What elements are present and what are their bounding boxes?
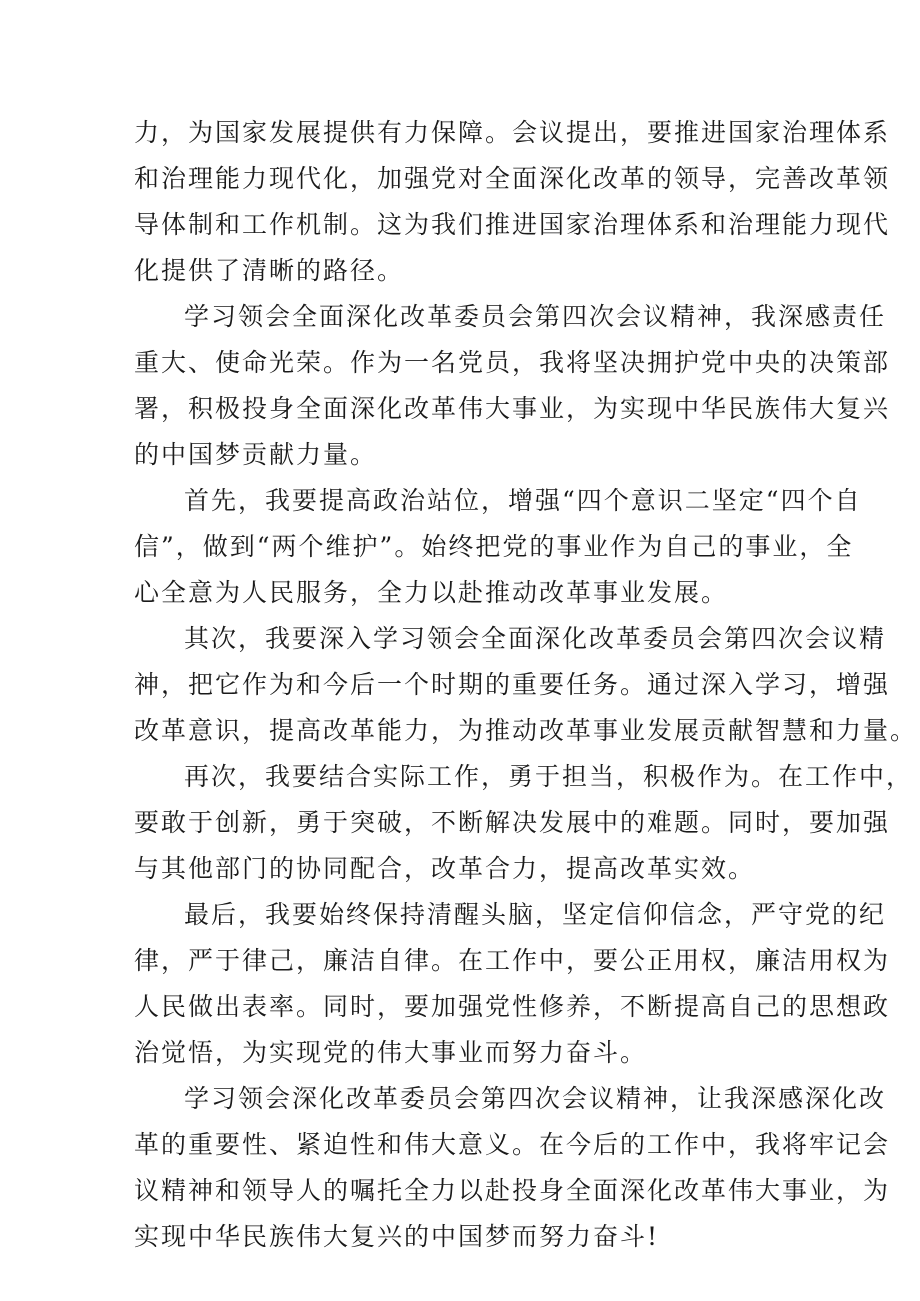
- text-line: 信”，做到“两个维护”。始终把党的事业作为自己的事业，全: [134, 532, 854, 561]
- paragraph-5: [134, 754, 914, 892]
- text-line: 神，把它作为和今后一个时期的重要任务。通过深入学习，增强: [134, 670, 891, 699]
- text-line: 最后，我要始终保持清醒头脑，坚定信仰信念，严守党的纪: [184, 900, 887, 929]
- text-line: 议精神和领导人的嘱托全力以赴投身全面深化改革伟大事业，为: [134, 1176, 891, 1205]
- text-line: 改革意识，提高改革能力，为推动改革事业发展贡献智慧和力量。: [134, 716, 918, 745]
- text-line: 化提供了清晰的路径。: [134, 256, 405, 285]
- paragraph-3: [134, 478, 862, 616]
- text-line: 律，严于律己，廉洁自律。在工作中，要公正用权，廉洁用权为: [134, 946, 891, 975]
- text-line: 再次，我要结合实际工作，勇于担当，积极作为。在工作中，: [184, 762, 914, 791]
- text-line: 署，积极投身全面深化改革伟大事业，为实现中华民族伟大复兴: [134, 394, 891, 423]
- paragraph-4: [134, 616, 918, 754]
- text-line: 学习领会深化改革委员会第四次会议精神，让我深感深化改: [184, 1084, 887, 1113]
- text-line: 其次，我要深入学习领会全面深化改革委员会第四次会议精: [184, 624, 887, 653]
- text-line: 治觉悟，为实现党的伟大事业而努力奋斗。: [134, 1038, 648, 1067]
- text-line: 力，为国家发展提供有力保障。会议提出，要推进国家治理体系: [134, 118, 891, 147]
- text-line: 要敢于创新，勇于突破，不断解决发展中的难题。同时，要加强: [134, 808, 891, 837]
- text-line: 与其他部门的协同配合，改革合力，提高改革实效。: [134, 854, 756, 883]
- text-line: 首先，我要提高政治站位，增强“四个意识二坚定“四个自: [184, 486, 862, 515]
- text-line: 的中国梦贡献力量。: [134, 440, 378, 469]
- text-line: 导体制和工作机制。这为我们推进国家治理体系和治理能力现代: [134, 210, 891, 239]
- text-line: 重大、使命光荣。作为一名党员，我将坚决拥护党中央的决策部: [134, 348, 891, 377]
- text-line: 学习领会全面深化改革委员会第四次会议精神，我深感责任: [184, 302, 887, 331]
- paragraph-2: [134, 294, 891, 478]
- text-line: 革的重要性、紧迫性和伟大意义。在今后的工作中，我将牢记会: [134, 1130, 891, 1159]
- text-line: 实现中华民族伟大复兴的中国梦而努力奋斗!: [134, 1222, 660, 1251]
- text-line: 心全意为人民服务，全力以赴推动改革事业发展。: [134, 578, 729, 607]
- text-line: 和治理能力现代化，加强党对全面深化改革的领导，完善改革领: [134, 164, 891, 193]
- document-body: [134, 110, 918, 1260]
- paragraph-7: [134, 1076, 891, 1260]
- paragraph-1: [134, 110, 891, 294]
- paragraph-6: [134, 892, 891, 1076]
- text-line: 人民做出表率。同时，要加强党性修养，不断提高自己的思想政: [134, 992, 891, 1021]
